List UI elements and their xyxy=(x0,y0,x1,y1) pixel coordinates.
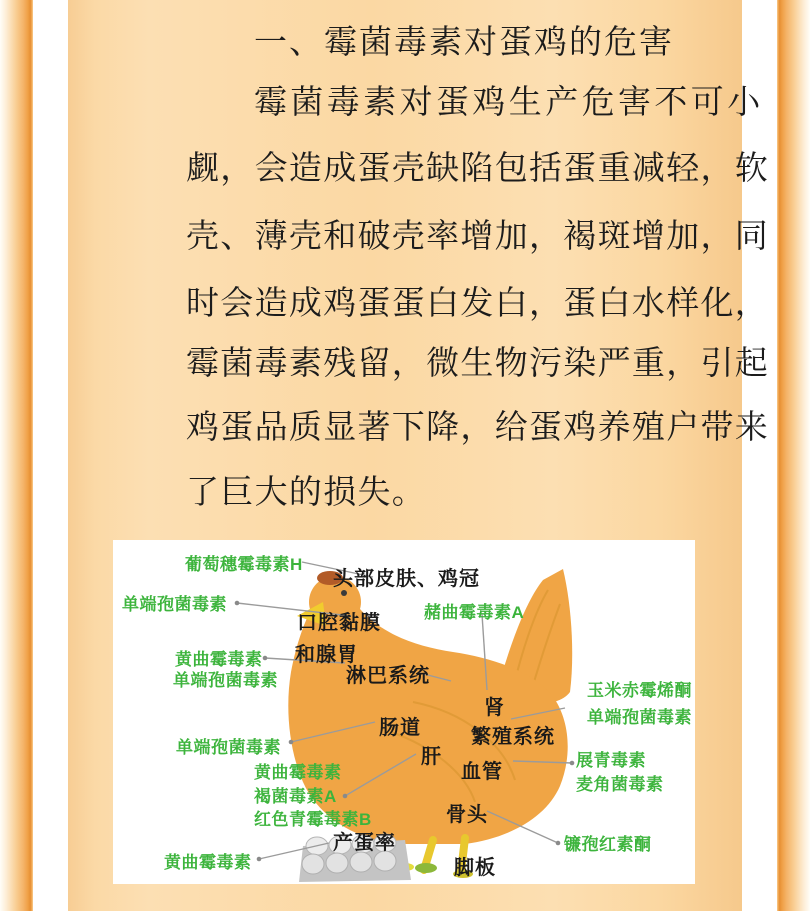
toxin-label-brown-toxin-a: 褐菌毒素A xyxy=(254,787,337,806)
toxin-label-satratoxin-h: 葡萄穗霉毒素H xyxy=(185,555,303,574)
organ-label-egg-rate: 产蛋率 xyxy=(333,832,396,854)
toxin-label-fusarochromanone: 镰孢红素酮 xyxy=(564,835,652,854)
pointer-dot xyxy=(257,857,262,862)
toxin-label-aflatoxin-1: 黄曲霉毒素 xyxy=(175,650,263,669)
body-line: 觑，会造成蛋壳缺陷包括蛋重减轻，软 xyxy=(186,149,770,186)
egg xyxy=(302,854,324,874)
pointer-dot xyxy=(570,761,575,766)
body-line: 鸡蛋品质显著下降，给蛋鸡养殖户带来 xyxy=(186,408,770,445)
pointer-dot xyxy=(343,794,348,799)
pointer-dot xyxy=(235,601,240,606)
toxin-label-patulin: 展青毒素 xyxy=(576,751,646,770)
toxin-label-rubratoxin-b: 红色青霉毒素B xyxy=(254,810,372,829)
chicken-diagram xyxy=(113,540,695,884)
chicken-foot xyxy=(415,863,437,873)
organ-label-kidney: 肾 xyxy=(484,697,505,719)
pointer-dot xyxy=(263,656,268,661)
organ-label-reproductive: 繁殖系统 xyxy=(471,726,555,748)
toxin-label-trichothecene-2: 单端孢菌毒素 xyxy=(173,671,278,690)
card-frame-left xyxy=(0,0,33,911)
organ-label-liver: 肝 xyxy=(421,746,442,768)
egg xyxy=(350,852,372,872)
egg xyxy=(326,853,348,873)
toxin-label-zearalenone: 玉米赤霉烯酮 xyxy=(587,681,692,700)
organ-label-oral-mucosa: 口腔黏膜 xyxy=(297,612,381,634)
body-line: 霉菌毒素对蛋鸡生产危害不可小 xyxy=(254,83,764,120)
body-line: 时会造成鸡蛋蛋白发白，蛋白水样化， xyxy=(186,284,770,321)
organ-label-blood-vessel: 血管 xyxy=(461,761,503,783)
toxin-label-aflatoxin-3: 黄曲霉毒素 xyxy=(164,853,252,872)
organ-label-footpad: 脚板 xyxy=(454,857,496,879)
toxin-label-ochratoxin-a: 赭曲霉毒素A xyxy=(424,603,525,622)
organ-label-intestine: 肠道 xyxy=(379,717,421,739)
toxin-label-ergot-toxin: 麦角菌毒素 xyxy=(576,775,664,794)
organ-label-proventriculus: 和腺胃 xyxy=(295,644,358,666)
card-frame-right xyxy=(777,0,810,911)
pointer-dot xyxy=(556,841,561,846)
toxin-label-trichothecene-1: 单端孢菌毒素 xyxy=(122,595,227,614)
toxin-label-trichothecene-4: 单端孢菌毒素 xyxy=(587,708,692,727)
toxin-label-aflatoxin-2: 黄曲霉毒素 xyxy=(254,763,342,782)
toxin-label-trichothecene-3: 单端孢菌毒素 xyxy=(176,738,281,757)
body-line: 霉菌毒素残留，微生物污染严重，引起 xyxy=(186,344,770,381)
pointer-dot xyxy=(289,740,294,745)
organ-label-bone: 骨头 xyxy=(446,804,488,826)
organ-label-lymph-system: 淋巴系统 xyxy=(346,665,430,687)
body-line: 壳、薄壳和破壳率增加，褐斑增加，同 xyxy=(186,217,770,254)
body-line: 了巨大的损失。 xyxy=(186,473,427,510)
organ-label-head-skin-comb: 头部皮肤、鸡冠 xyxy=(333,568,480,590)
section-title: 一、霉菌毒素对蛋鸡的危害 xyxy=(254,23,674,60)
